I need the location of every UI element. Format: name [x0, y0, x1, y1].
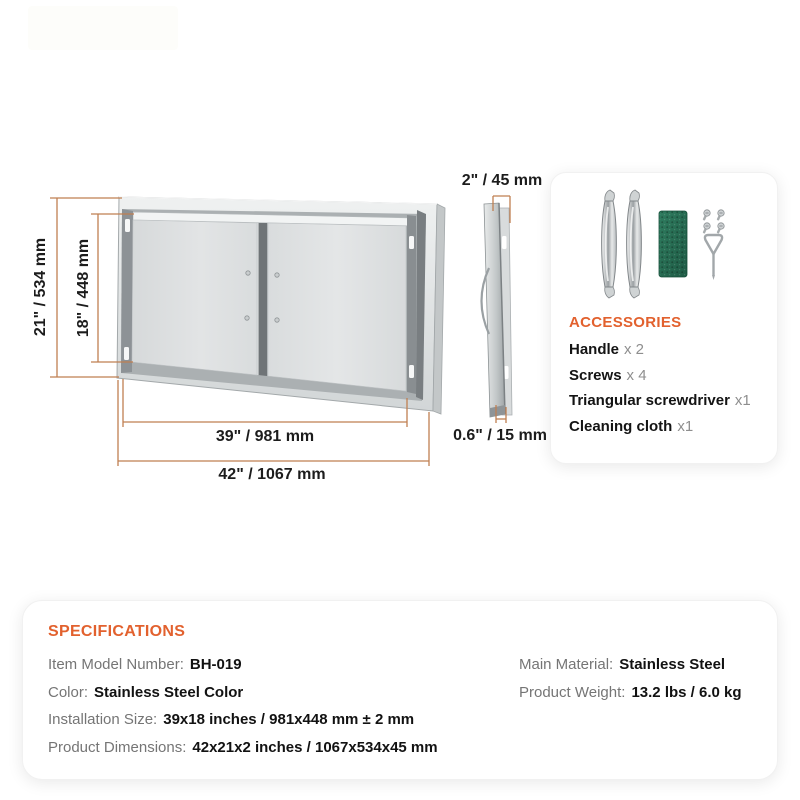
accessories-icons — [551, 187, 777, 305]
spec-row-installation-size — [48, 706, 438, 734]
cleaning-cloth-icon — [659, 211, 687, 277]
accessories-list — [569, 337, 751, 439]
accessory-name: Screws — [569, 366, 622, 384]
dim-label-depth-bottom: 0.6" / 15 mm — [453, 427, 547, 444]
door-front-view — [117, 197, 445, 414]
accessory-item — [569, 414, 751, 440]
spec-value: 39x18 inches / 981x448 mm ± 2 mm — [163, 711, 415, 728]
specifications-title: SPECIFICATIONS — [48, 623, 186, 640]
spec-row-product-weight — [519, 679, 742, 707]
center-door-gap — [258, 223, 267, 376]
dim-label-outer-width: 42" / 1067 mm — [218, 466, 326, 483]
handle-icon — [627, 190, 642, 298]
accessories-title: ACCESSORIES — [569, 314, 682, 331]
dim-label-inner-height: 18" / 448 mm — [75, 238, 92, 338]
spec-label: Product Weight: — [519, 683, 626, 701]
triangular-screwdriver-icon — [705, 235, 722, 280]
spec-row-model-number — [48, 651, 438, 679]
specifications-left-column — [48, 651, 438, 761]
spec-row-main-material — [519, 651, 742, 679]
spec-label: Item Model Number: — [48, 656, 184, 673]
accessory-name: Triangular screwdriver — [569, 392, 730, 410]
right-door-panel — [268, 223, 406, 391]
accessory-item — [569, 363, 751, 389]
dim-label-depth-top: 2" / 45 mm — [461, 172, 543, 189]
left-door-panel — [132, 220, 257, 375]
accessory-qty: x1 — [677, 417, 694, 435]
door-side-view — [482, 203, 513, 417]
spec-value: 42x21x2 inches / 1067x534x45 mm — [192, 738, 438, 756]
accessory-qty: x 4 — [626, 366, 647, 384]
spec-value: BH-019 — [189, 656, 242, 673]
hinge-notch — [125, 219, 130, 232]
spec-label: Product Dimensions: — [48, 738, 187, 756]
hinge-notch — [409, 365, 414, 378]
dim-label-inner-width: 39" / 981 mm — [215, 428, 315, 445]
handle-icon — [602, 190, 617, 298]
accessory-name: Handle — [569, 341, 620, 358]
accessory-item — [569, 388, 751, 414]
spec-label: Installation Size: — [48, 711, 158, 728]
dim-label-outer-height: 21" / 534 mm — [32, 237, 49, 337]
hinge-notch — [409, 236, 414, 249]
accessory-qty: x1 — [734, 392, 751, 410]
specifications-right-column — [519, 651, 742, 706]
accessory-name: Cleaning cloth — [569, 417, 673, 435]
spec-row-product-dimensions — [48, 734, 438, 762]
spec-value: 13.2 lbs / 6.0 kg — [631, 683, 742, 701]
specifications-card — [22, 600, 778, 780]
spec-label: Main Material: — [519, 656, 614, 673]
screws-icon — [703, 210, 725, 234]
accessory-qty: x 2 — [624, 341, 645, 358]
spec-value: Stainless Steel — [619, 656, 726, 673]
accessories-card — [550, 172, 778, 464]
spec-value: Stainless Steel Color — [94, 683, 244, 701]
accessory-item — [569, 337, 751, 363]
hinge-notch — [502, 236, 507, 249]
hinge-notch — [124, 347, 129, 360]
spec-label: Color: — [48, 683, 89, 701]
door-technical-drawing — [0, 0, 552, 510]
spec-row-color — [48, 679, 438, 707]
